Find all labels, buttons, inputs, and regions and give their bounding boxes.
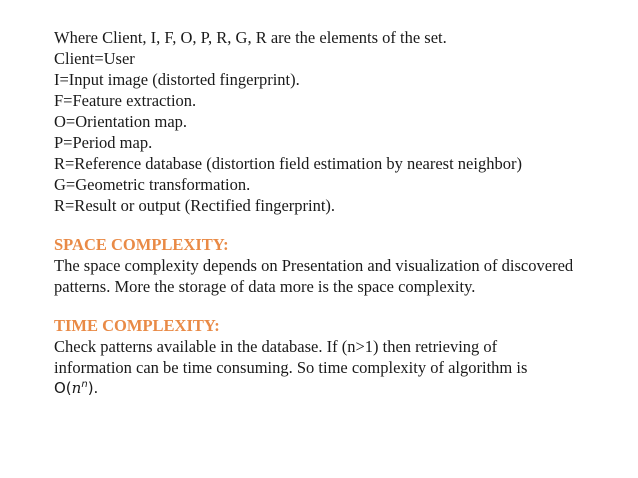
time-complexity-heading: TIME COMPLEXITY:	[54, 316, 220, 335]
space-complexity-line-1: The space complexity depends on Presentation and visualization of discovered	[54, 256, 574, 275]
spacer	[54, 297, 624, 315]
space-complexity-line-2: patterns. More the storage of data more is the space complexity.	[54, 277, 476, 296]
definition-reference: R=Reference database (distortion field estimation by nearest neighbor)	[54, 154, 522, 173]
space-complexity-section	[54, 234, 624, 297]
definition-result: R=Result or output (Rectified fingerprint).	[54, 196, 336, 215]
element-definitions	[54, 27, 624, 216]
space-complexity-heading: SPACE COMPLEXITY:	[54, 235, 229, 254]
time-complexity-section	[54, 315, 624, 399]
definition-geometric: G=Geometric transformation.	[54, 175, 251, 194]
definition-orientation: O=Orientation map.	[54, 112, 188, 131]
definition-intro: Where Client, I, F, O, P, R, G, R are the elements of the set.	[54, 28, 447, 47]
time-complexity-line-2: information can be time consuming. So time complexity of algorithm is	[54, 358, 528, 377]
time-complexity-formula	[54, 378, 624, 399]
time-complexity-line-1: Check patterns available in the database. If (n>1) then retrieving of	[54, 337, 498, 356]
formula-suffix: ).	[87, 379, 99, 397]
formula-prefix: O(	[54, 379, 72, 397]
definition-period: P=Period map.	[54, 133, 153, 152]
definition-client: Client=User	[54, 49, 135, 68]
definition-input: I=Input image (distorted fingerprint).	[54, 70, 300, 89]
slide-content	[54, 27, 624, 399]
spacer	[54, 216, 624, 234]
formula-base: n	[71, 379, 82, 397]
definition-feature: F=Feature extraction.	[54, 91, 197, 110]
formula-exponent: n	[81, 379, 88, 390]
